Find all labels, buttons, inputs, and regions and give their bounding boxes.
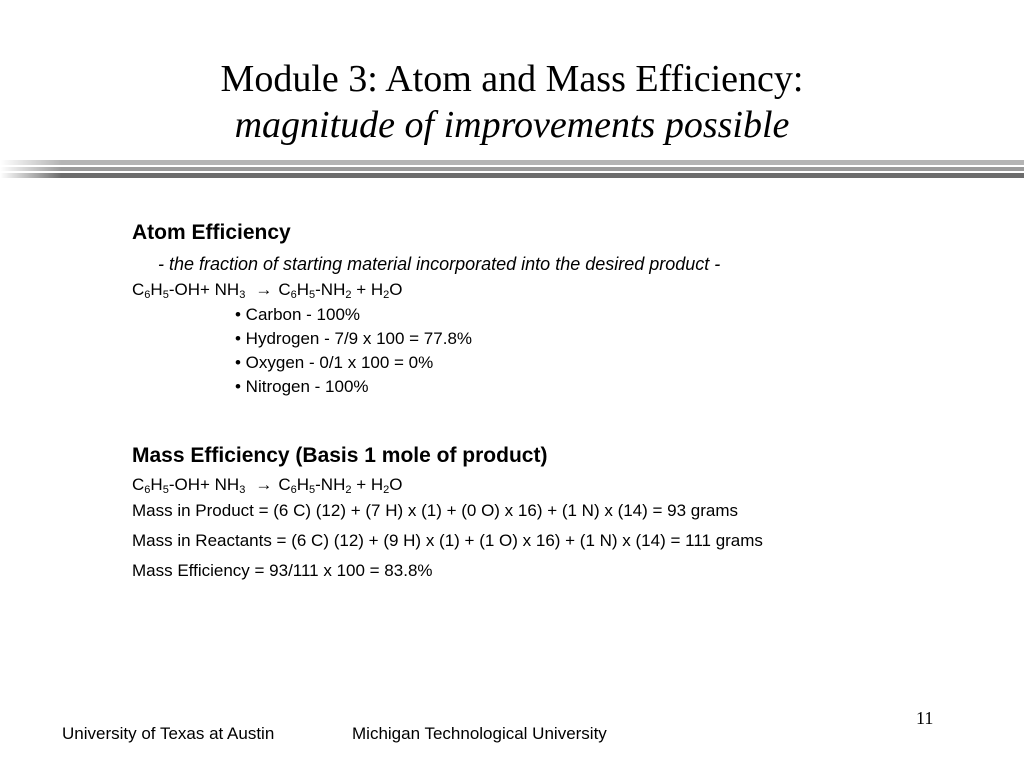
reaction-arrow-icon: → <box>255 280 273 299</box>
divider-line-medium <box>0 167 1024 171</box>
bullet-nitrogen: • Nitrogen - 100% <box>235 377 369 396</box>
bullet-carbon: • Carbon - 100% <box>235 305 361 324</box>
atom-efficiency-definition: - the fraction of starting material incorporated into the desired product - <box>158 254 721 274</box>
divider-line-light <box>0 160 1024 165</box>
slide-title: Module 3: Atom and Mass Efficiency: <box>220 58 804 100</box>
mass-efficiency-heading: Mass Efficiency (Basis 1 mole of product) <box>132 444 548 467</box>
bullet-hydrogen: • Hydrogen - 7/9 x 100 = 77.8% <box>235 329 473 348</box>
reaction-equation-2: $C_6H_5-OH+ NH_3 \to C_6H_5-NH_2 + H_2O$ <box>132 475 403 496</box>
bullet-oxygen: • Oxygen - 0/1 x 100 = 0% <box>235 353 434 372</box>
mass-efficiency-line: Mass Efficiency = 93/111 x 100 = 83.8% <box>132 561 433 580</box>
reaction-equation: $C_6H_5-OH+ NH_3 \to C_6H_5-NH_2 + H_2O$ <box>132 280 403 301</box>
mass-in-reactants-line: Mass in Reactants = (6 C) (12) + (9 H) x (1) + (1 O) x 16) + (1 N) x (14) = 111 grams <box>132 531 763 550</box>
slide-subtitle: magnitude of improvements possible <box>234 104 790 146</box>
footer-university-texas: University of Texas at Austin <box>62 724 275 743</box>
divider-line-dark <box>0 173 1024 178</box>
reaction-arrow-icon: → <box>255 475 273 494</box>
atom-efficiency-heading: Atom Efficiency <box>132 221 291 244</box>
mass-in-product-line: Mass in Product = (6 C) (12) + (7 H) x (1) + (0 O) x 16) + (1 N) x (14) = 93 grams <box>132 501 739 520</box>
page-number: 11 <box>916 708 934 728</box>
footer-university-michigan: Michigan Technological University <box>352 724 607 743</box>
